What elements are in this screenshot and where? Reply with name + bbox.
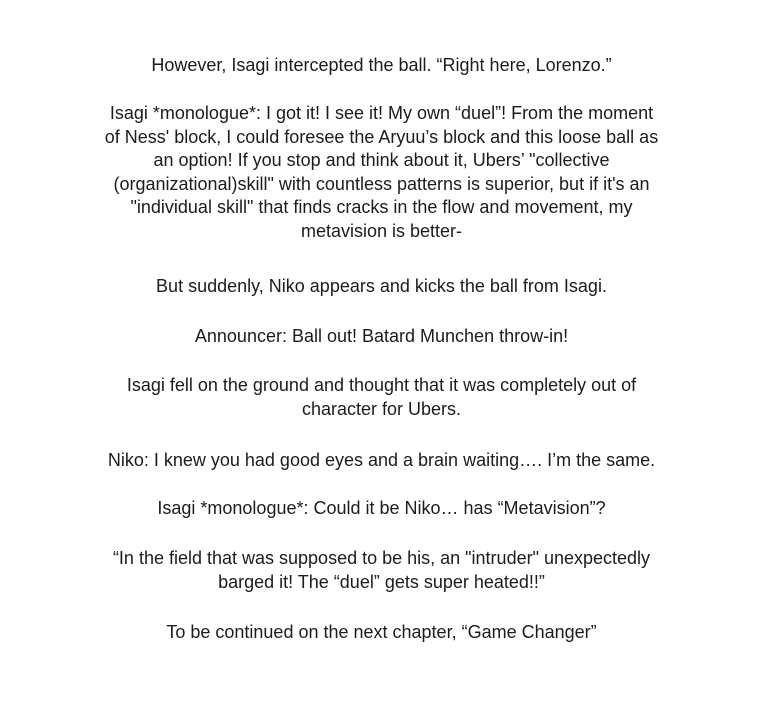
text-line: an option! If you stop and think about it, Ubers’ "collective	[153, 150, 610, 171]
text-line: Announcer: Ball out! Batard Munchen throw-in!	[194, 326, 569, 346]
paragraph-niko-appears	[60, 275, 703, 299]
text-line: of Ness' block, I could foresee the Aryuu’s block and this loose ball as	[104, 126, 659, 147]
text-line: character for Ubers.	[301, 398, 462, 419]
paragraph-intercept	[60, 54, 703, 78]
paragraph-intruder	[60, 547, 703, 594]
text-line: “In the field that was supposed to be his, an "intruder" unexpectedly	[112, 548, 651, 568]
text-line: "individual skill" that finds cracks in the flow and movement, my	[130, 197, 633, 218]
text-line: To be continued on the next chapter, “Game Changer”	[166, 622, 597, 642]
text-line: Isagi fell on the ground and thought that it was completely out of	[126, 375, 637, 395]
text-line: Isagi *monologue*: I got it! I see it! My own “duel”! From the moment	[109, 103, 654, 123]
paragraph-to-be-continued	[60, 621, 703, 645]
paragraph-isagi-metavision	[60, 497, 703, 521]
paragraph-isagi-fell	[60, 374, 703, 421]
text-line: Niko: I knew you had good eyes and a brain waiting…. I’m the same.	[107, 450, 656, 470]
paragraph-isagi-monologue	[60, 102, 703, 244]
text-line: (organizational)skill" with countless patterns is superior, but if it's an	[113, 173, 650, 194]
text-line: But suddenly, Niko appears and kicks the ball from Isagi.	[156, 276, 607, 296]
text-line: Isagi *monologue*: Could it be Niko… has “Metavision”?	[157, 498, 606, 518]
text-line: metavision is better-	[300, 220, 463, 241]
paragraph-announcer	[60, 325, 703, 349]
paragraph-niko-line	[60, 449, 703, 473]
text-line: However, Isagi intercepted the ball. “Right here, Lorenzo.”	[151, 55, 612, 75]
text-line: barged it! The “duel” gets super heated!!”	[218, 571, 545, 592]
